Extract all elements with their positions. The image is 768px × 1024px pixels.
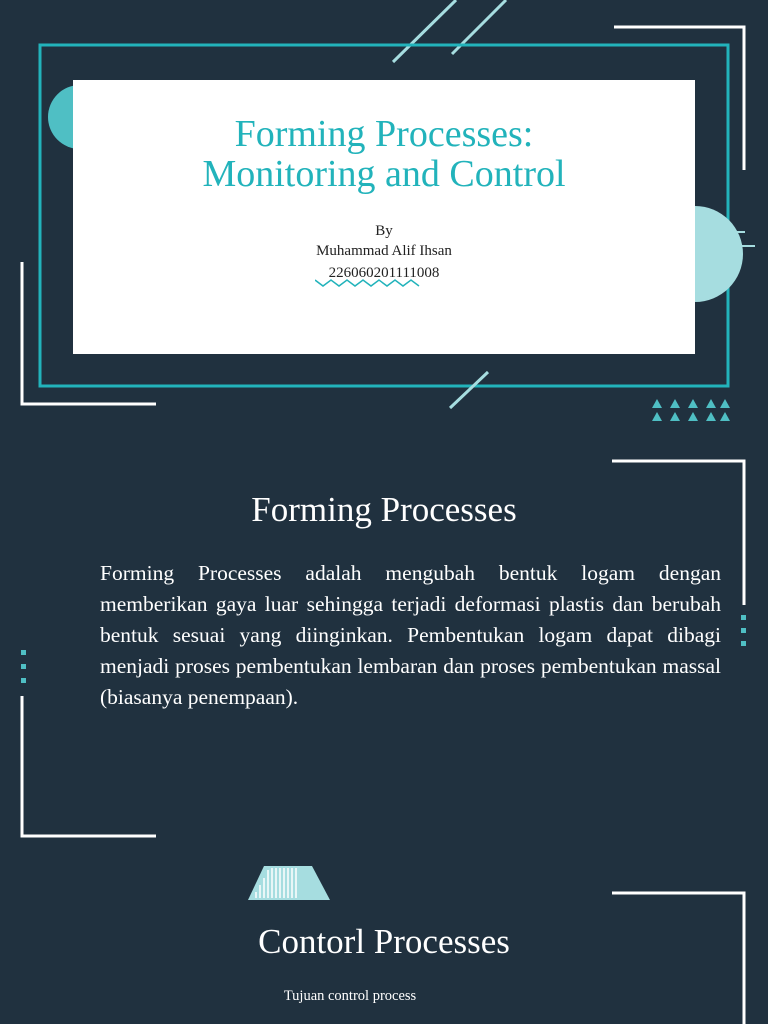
dot — [741, 641, 746, 646]
author-name: Muhammad Alif Ihsan — [316, 243, 452, 259]
half-circle — [695, 206, 743, 302]
section-subtitle-control: Tujuan control process — [283, 988, 417, 1004]
section-heading-control: Contorl Processes — [258, 922, 510, 961]
triangle-pattern — [652, 399, 730, 421]
title-line-1: Forming Processes: — [234, 113, 534, 155]
stripe-pattern — [256, 868, 296, 898]
trapezoid-shape — [248, 866, 330, 900]
student-id: 226060201111008 — [328, 265, 440, 281]
section-body-forming: Forming Processes adalah mengubah bentuk logam dengan memberikan gaya luar sehingga terjadi deformasi plastis dan berubah bentuk sesuai yang diinginkan. Pembentukan logam dapat dibagi menjadi proses pembentukan lembaran dan proses pembentukan massal (biasanya penempaan). — [100, 561, 721, 709]
dot — [741, 628, 746, 633]
diagonal-line — [450, 372, 488, 408]
diagonal-line — [393, 0, 456, 62]
diagonal-line — [452, 0, 506, 54]
dot — [21, 664, 26, 669]
corner-bracket — [22, 696, 156, 836]
zigzag-line — [315, 276, 425, 288]
by-label: By — [375, 223, 393, 239]
dot — [21, 650, 26, 655]
title-card — [73, 80, 695, 354]
dot — [741, 615, 746, 620]
main-title — [73, 114, 695, 194]
title-line-2: Monitoring and Control — [202, 153, 566, 195]
section-heading-forming: Forming Processes — [251, 490, 517, 529]
dot — [21, 678, 26, 683]
